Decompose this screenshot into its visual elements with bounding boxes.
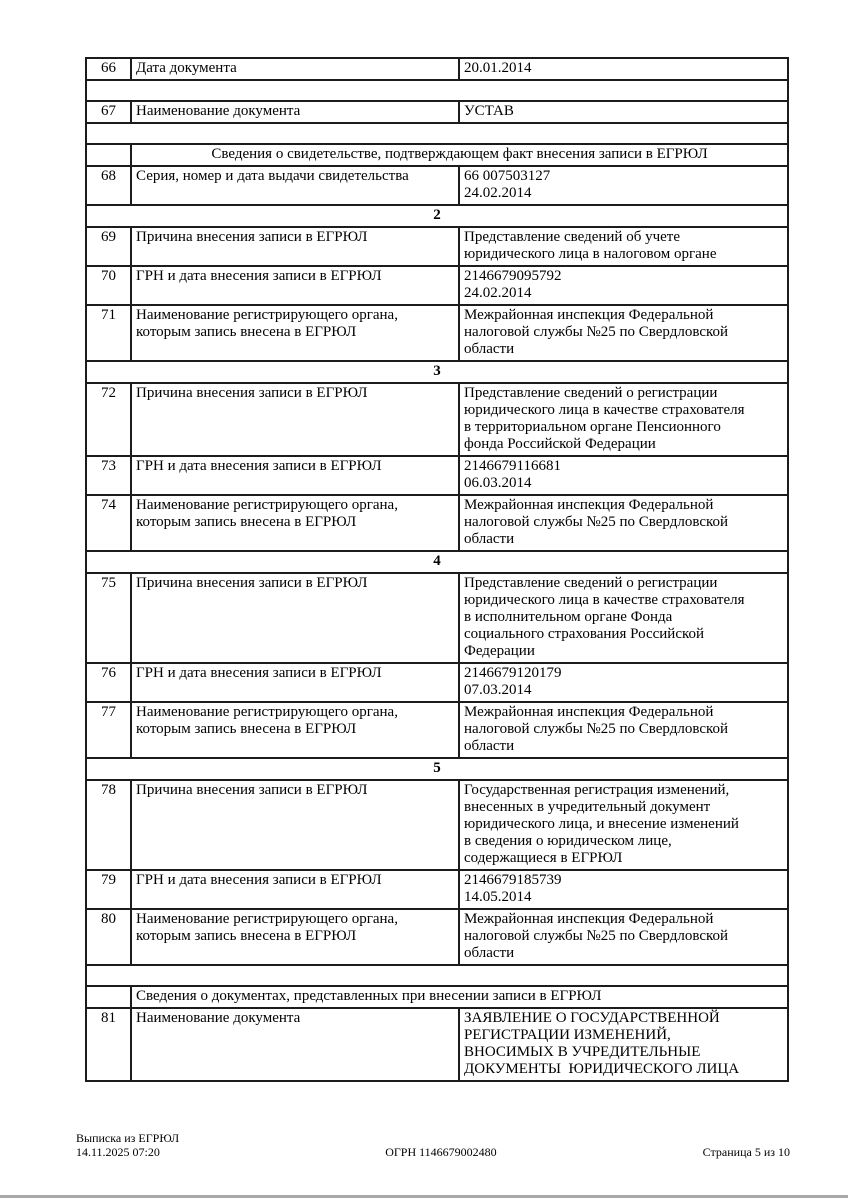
row-label-cell: Наименование регистрирующего органа, которым запись внесена в ЕГРЮЛ [132, 496, 460, 550]
value-line: 2146679116681 [464, 458, 561, 474]
row-label-cell: Причина внесения записи в ЕГРЮЛ [132, 781, 460, 869]
row-label-cell: Наименование документа [132, 1009, 460, 1080]
row-number-cell: 81 [87, 1009, 132, 1080]
row-value-cell [460, 384, 787, 455]
table-row-81 [87, 1009, 787, 1080]
value-line: области [464, 945, 515, 961]
table-row-spacer-22 [87, 966, 787, 987]
table-row-77 [87, 703, 787, 759]
table-row-66 [87, 59, 787, 81]
section-number-cell [87, 145, 132, 165]
table-row-73 [87, 457, 787, 496]
row-label-cell: Причина внесения записи в ЕГРЮЛ [132, 228, 460, 265]
row-number-cell: 68 [87, 167, 132, 204]
value-line: 14.05.2014 [464, 889, 532, 905]
value-line: налоговой службы №25 по Свердловской [464, 928, 729, 944]
record-number-row: 5 [87, 759, 787, 781]
row-number-cell: 70 [87, 267, 132, 304]
row-label-cell: ГРН и дата внесения записи в ЕГРЮЛ [132, 457, 460, 494]
row-label-cell: Причина внесения записи в ЕГРЮЛ [132, 384, 460, 455]
value-line: Представление сведений о регистрации [464, 575, 718, 591]
value-line: 2146679095792 [464, 268, 562, 284]
value-line: юридического лица, и внесение изменений [464, 816, 739, 832]
value-line: 24.02.2014 [464, 285, 532, 301]
value-line: УСТАВ [464, 103, 514, 119]
row-number-cell: 74 [87, 496, 132, 550]
egrul-table [85, 57, 789, 1082]
row-number-cell: 75 [87, 574, 132, 662]
value-line: содержащиеся в ЕГРЮЛ [464, 850, 623, 866]
value-line: 07.03.2014 [464, 682, 532, 698]
row-value-cell [460, 228, 787, 265]
row-value-cell [460, 574, 787, 662]
value-line: Федерации [464, 643, 535, 659]
row-number-cell: 67 [87, 102, 132, 122]
value-line: 06.03.2014 [464, 475, 532, 491]
value-line: налоговой службы №25 по Свердловской [464, 324, 729, 340]
value-line: Межрайонная инспекция Федеральной [464, 497, 714, 513]
row-label-cell: ГРН и дата внесения записи в ЕГРЮЛ [132, 267, 460, 304]
value-line: юридического лица в налоговом органе [464, 246, 717, 262]
row-label-cell: Серия, номер и дата выдачи свидетельства [132, 167, 460, 204]
value-line: внесенных в учредительный документ [464, 799, 711, 815]
row-value-cell [460, 59, 787, 79]
value-line: ДОКУМЕНТЫ ЮРИДИЧЕСКОГО ЛИЦА [464, 1061, 740, 1077]
section-number-cell [87, 987, 132, 1007]
value-line: юридического лица в качестве страхователя [464, 592, 745, 608]
row-value-cell [460, 496, 787, 550]
row-label-cell: Дата документа [132, 59, 460, 79]
value-line: налоговой службы №25 по Свердловской [464, 721, 729, 737]
row-label-cell: Наименование регистрирующего органа, которым запись внесена в ЕГРЮЛ [132, 910, 460, 964]
row-label-cell: ГРН и дата внесения записи в ЕГРЮЛ [132, 664, 460, 701]
record-number-row: 3 [87, 362, 787, 384]
value-line: области [464, 738, 515, 754]
row-number-cell: 76 [87, 664, 132, 701]
row-value-cell [460, 664, 787, 701]
table-row-75 [87, 574, 787, 664]
row-number-cell: 71 [87, 306, 132, 360]
row-number-cell: 72 [87, 384, 132, 455]
value-line: области [464, 341, 515, 357]
page-footer [76, 1131, 790, 1159]
value-line: социального страхования Российской [464, 626, 705, 642]
row-number-cell: 78 [87, 781, 132, 869]
table-row-70 [87, 267, 787, 306]
row-number-cell: 77 [87, 703, 132, 757]
value-line: в исполнительном органе Фонда [464, 609, 673, 625]
table-row-74 [87, 496, 787, 552]
value-line: ЗАЯВЛЕНИЕ О ГОСУДАРСТВЕННОЙ [464, 1010, 720, 1026]
value-line: Представление сведений о регистрации [464, 385, 718, 401]
row-number-cell: 79 [87, 871, 132, 908]
page-bottom-edge-line [0, 1195, 848, 1198]
value-line: 24.02.2014 [464, 185, 532, 201]
row-value-cell [460, 1009, 787, 1080]
value-line: в территориальном органе Пенсионного [464, 419, 721, 435]
row-number-cell: 69 [87, 228, 132, 265]
table-row-section-4 [87, 145, 787, 167]
value-line: 2146679120179 [464, 665, 562, 681]
table-row-67 [87, 102, 787, 124]
table-row-79 [87, 871, 787, 910]
footer-page-number: Страница 5 из 10 [702, 1145, 790, 1159]
record-number-row: 2 [87, 206, 787, 228]
row-value-cell [460, 102, 787, 122]
value-line: фонда Российской Федерации [464, 436, 656, 452]
value-line: налоговой службы №25 по Свердловской [464, 514, 729, 530]
row-value-cell [460, 457, 787, 494]
value-line: 66 007503127 [464, 168, 551, 184]
row-value-cell [460, 910, 787, 964]
value-line: юридического лица в качестве страхователя [464, 402, 745, 418]
table-row-spacer-1 [87, 81, 787, 102]
table-row-68 [87, 167, 787, 206]
table-row-78 [87, 781, 787, 871]
table-row-spacer-3 [87, 124, 787, 145]
section-header-text: Сведения о документах, представленных при внесении записи в ЕГРЮЛ [136, 988, 602, 1004]
row-label-cell: Причина внесения записи в ЕГРЮЛ [132, 574, 460, 662]
row-value-cell [460, 781, 787, 869]
row-value-cell [460, 703, 787, 757]
table-row-69 [87, 228, 787, 267]
value-line: 2146679185739 [464, 872, 562, 888]
row-label-cell: Наименование документа [132, 102, 460, 122]
row-value-cell [460, 167, 787, 204]
value-line: Межрайонная инспекция Федеральной [464, 307, 714, 323]
footer-doc-type: Выписка из ЕГРЮЛ [76, 1131, 180, 1145]
value-line: РЕГИСТРАЦИИ ИЗМЕНЕНИЙ, [464, 1027, 671, 1043]
row-value-cell [460, 306, 787, 360]
row-label-cell: Наименование регистрирующего органа, которым запись внесена в ЕГРЮЛ [132, 306, 460, 360]
row-number-cell: 80 [87, 910, 132, 964]
value-line: Государственная регистрация изменений, [464, 782, 730, 798]
record-number-row: 4 [87, 552, 787, 574]
table-row-section-23 [87, 987, 787, 1009]
table-row-71 [87, 306, 787, 362]
row-value-cell [460, 871, 787, 908]
row-number-cell: 66 [87, 59, 132, 79]
row-value-cell [460, 267, 787, 304]
row-number-cell: 73 [87, 457, 132, 494]
footer-left-block [76, 1131, 179, 1159]
footer-ogrn: ОГРН 1146679002480 [385, 1145, 497, 1159]
value-line: Межрайонная инспекция Федеральной [464, 704, 714, 720]
row-label-cell: ГРН и дата внесения записи в ЕГРЮЛ [132, 871, 460, 908]
footer-datetime: 14.11.2025 07:20 [76, 1145, 160, 1159]
row-label-cell: Наименование регистрирующего органа, которым запись внесена в ЕГРЮЛ [132, 703, 460, 757]
value-line: 20.01.2014 [464, 60, 532, 76]
table-row-72 [87, 384, 787, 457]
value-line: Представление сведений об учете [464, 229, 680, 245]
value-line: ВНОСИМЫХ В УЧРЕДИТЕЛЬНЫЕ [464, 1044, 701, 1060]
table-row-80 [87, 910, 787, 966]
value-line: области [464, 531, 515, 547]
value-line: в сведения о юридическом лице, [464, 833, 672, 849]
table-row-76 [87, 664, 787, 703]
value-line: Межрайонная инспекция Федеральной [464, 911, 714, 927]
section-header-text: Сведения о свидетельстве, подтверждающем факт внесения записи в ЕГРЮЛ [211, 146, 708, 162]
